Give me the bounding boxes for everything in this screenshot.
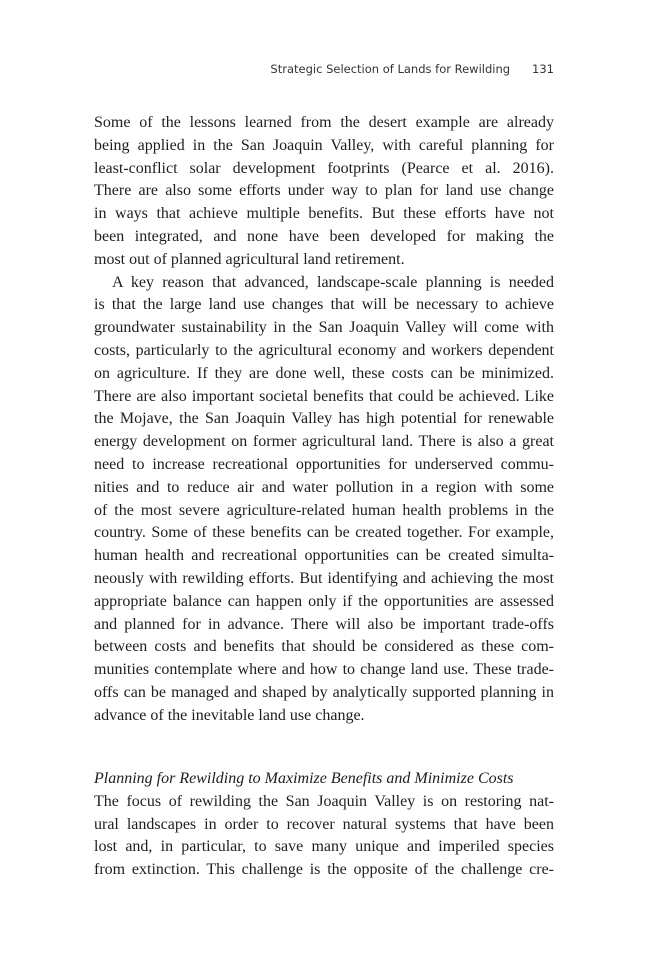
text-line: least-conflict solar development footprints (Pearce et al. 2016).: [94, 159, 554, 177]
section-heading: Planning for Rewilding to Maximize Benefits and Minimize Costs: [94, 770, 514, 787]
text-line: There are also important societal benefits that could be achieved. Like: [94, 387, 554, 405]
paragraph-3: [94, 791, 554, 882]
text-line: neously with rewilding efforts. But identifying and achieving the most: [94, 569, 554, 587]
running-header: [270, 62, 554, 76]
text-line: Some of the lessons learned from the desert example are already: [94, 114, 554, 131]
text-line: most out of planned agricultural land retirement.: [94, 250, 405, 268]
text-line: in ways that achieve multiple benefits. But these efforts have not: [94, 205, 554, 223]
text-line: There are also some efforts under way to plan for land use change: [94, 182, 554, 200]
text-line: lost and, in particular, to save many unique and imperiled species: [94, 838, 554, 856]
text-line: the Mojave, the San Joaquin Valley has high potential for renewable: [94, 410, 554, 428]
text-line: of the most severe agriculture-related human health problems in the: [94, 501, 554, 519]
text-line: energy development on former agricultural land. There is also a great: [94, 433, 554, 451]
text-line: nities and to reduce air and water pollution in a region with some: [94, 478, 554, 496]
text-line: between costs and benefits that should be considered as these com-: [94, 638, 554, 656]
text-line: offs can be managed and shaped by analytically supported planning in: [94, 683, 554, 701]
paragraph-2: [94, 272, 554, 728]
text-line: been integrated, and none have been developed for making the: [94, 227, 554, 245]
text-line: advance of the inevitable land use change.: [94, 706, 365, 724]
text-line: being applied in the San Joaquin Valley, with careful planning for: [94, 136, 554, 154]
paragraph-1: [94, 112, 554, 272]
text-line: human health and recreational opportunities can be created simulta-: [94, 547, 554, 565]
running-title: Strategic Selection of Lands for Rewilding: [270, 62, 511, 76]
text-line: munities contemplate where and how to change land use. These trade-: [94, 661, 554, 679]
text-line: groundwater sustainability in the San Joaquin Valley will come with: [94, 319, 554, 337]
text-line: on agriculture. If they are done well, these costs can be minimized.: [94, 364, 554, 382]
body-text-upper: [94, 112, 554, 728]
body-text-lower: [94, 768, 554, 882]
text-line: and planned for in advance. There will also be important trade-offs: [94, 615, 554, 633]
page-number: 131: [532, 62, 554, 76]
text-line: is that the large land use changes that will be necessary to achieve: [94, 296, 554, 314]
text-line: country. Some of these benefits can be created together. For example,: [94, 524, 554, 542]
text-line: from extinction. This challenge is the opposite of the challenge cre-: [94, 861, 554, 879]
text-line: ural landscapes in order to recover natural systems that have been: [94, 815, 554, 833]
text-line: appropriate balance can happen only if the opportunities are assessed: [94, 592, 554, 610]
text-line: need to increase recreational opportunities for underserved commu-: [94, 455, 554, 473]
text-line: A key reason that advanced, landscape-scale planning is needed: [112, 273, 554, 291]
text-line: The focus of rewilding the San Joaquin Valley is on restoring nat-: [94, 792, 554, 810]
text-line: costs, particularly to the agricultural economy and workers dependent: [94, 341, 554, 359]
